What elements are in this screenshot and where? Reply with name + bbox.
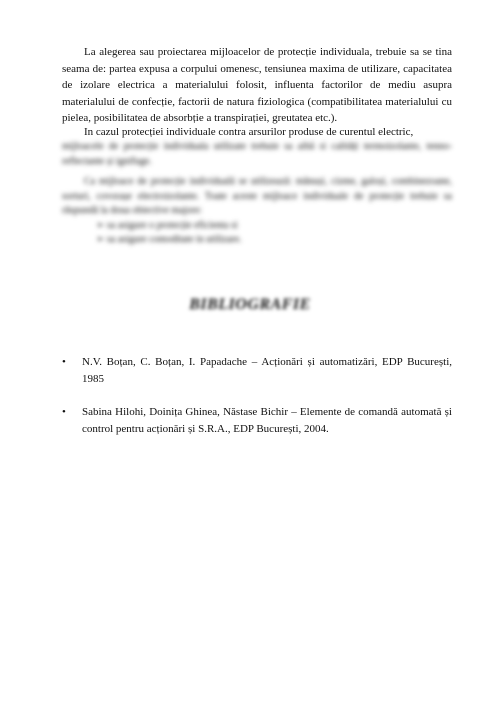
bullet-icon: •	[62, 406, 66, 418]
bibliography-item-text: Sabina Hilohi, Doinița Ghinea, Năstase Bichir – Elemente de comandă automată și control pentru acționări și S.R.A., EDP București, 2004.	[82, 406, 452, 435]
blurred-paragraph-text: Ca mijloace de protecție individuală se utilizează: mănuși, cizme, galoși, combinezoane, sorturi, covorașe electroizolante. Toate aceste mijloace individuale de protecție trebuie sa răspundă la doua obiective majore:	[62, 176, 452, 216]
blurred-line: mijloacele de protecție individuala utilizate trebuie sa aibă si calități termoizolante, tenno-reflectante și ignifuge.	[62, 141, 452, 167]
paragraph-text: In cazul protecției individuale contra arsurilor produse de curentul electric,	[84, 126, 414, 138]
blurred-paragraph	[62, 175, 452, 219]
blurred-list-item: ➢ sa asigure comoditate in utilizare.	[96, 233, 452, 247]
bibliography-item	[62, 354, 452, 387]
bibliography-item-text: N.V. Boțan, C. Boțan, I. Papadache – Acționări și automatizări, EDP București, 1985	[82, 356, 452, 385]
blurred-list-item: ➢ sa asigure o protecție eficienta si	[96, 219, 452, 233]
bibliography-heading: BIBLIOGRAFIE	[189, 296, 311, 313]
body-paragraph	[62, 44, 452, 127]
blurred-text-region	[62, 134, 452, 247]
bibliography-item	[62, 404, 452, 437]
bullet-icon: •	[62, 356, 66, 368]
blurred-list	[62, 219, 452, 247]
paragraph-text: La alegerea sau proiectarea mijloacelor de protecție individuala, trebuie sa se tina seama de: partea expusa a corpului omenesc, tensiunea maxima de utilizare, capacitatea de izolare electrica a materialului folosit, influenta factorilor de mediu asupra materialului de confecție, factorii de natura fiziologica (compatibilitatea materialului cu pielea, posibilitatea de absorbție a transpirației, greutatea etc.).	[62, 46, 452, 124]
